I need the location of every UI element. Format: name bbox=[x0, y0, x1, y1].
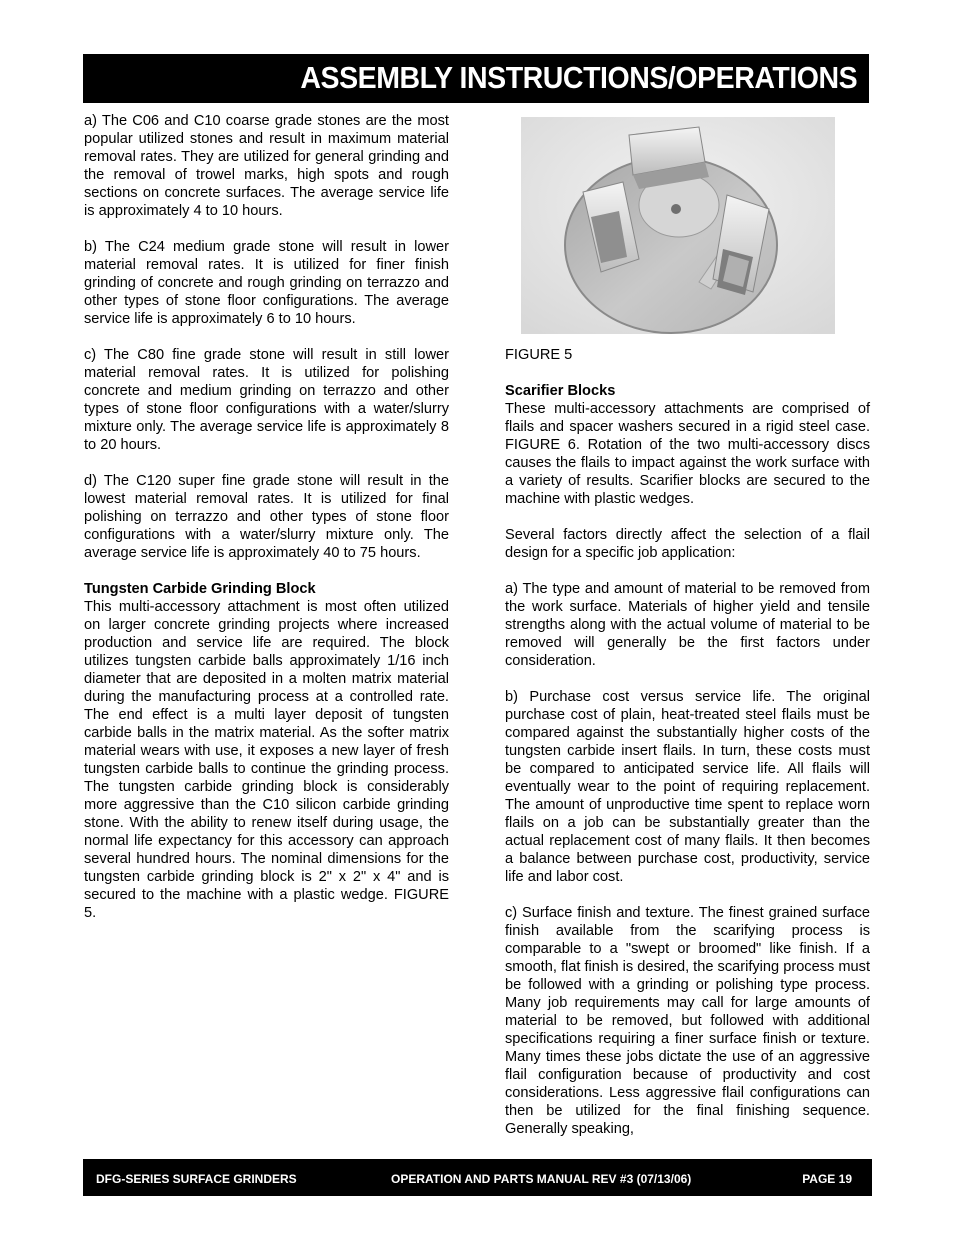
factor-b-paragraph: b) Purchase cost versus service life. The original purchase cost of plain, heat-treated steel flails must be compared against the substantially higher costs of the tungsten carbide insert flails. In turn, these costs must be compared to anticipated service life. All flails will eventually wear to the point of requiring replacement. The amount of unproductive time spent to replace worn flails on a job can be substantially greater than the actual replacement cost of many flails. It then becomes a balance between purchase cost, productivity, service life and labor cost. bbox=[505, 689, 870, 885]
tungsten-heading: Tungsten Carbide Grinding Block bbox=[84, 581, 316, 597]
scarifier-paragraph: These multi-accessory attachments are comprised of flails and spacer washers secured in a rigid steel case. FIGURE 6. Rotation of the two multi-accessory discs causes the flails to impact against the work surface with a variety of results. Scarifier blocks are secured to the machine with plastic wedges. bbox=[505, 401, 870, 507]
footer-bar bbox=[83, 1159, 872, 1196]
footer-manual-revision: OPERATION AND PARTS MANUAL REV #3 (07/13/06) bbox=[391, 1172, 692, 1186]
factor-c-paragraph: c) Surface finish and texture. The finest grained surface finish available from the scarifying process is comparable to a "swept or broomed" like finish. If a smooth, flat finish is desired, the scarifying process must be followed with a grinding or polishing type process. Many job requirements may call for large amounts of material to be removed, but followed with additional specifications requiring a finer surface finish or texture. Many times these jobs dictate the use of an aggressive flail configuration because of productivity and cost considerations. Less aggressive flail configurations can then be utilized for the final finishing sequence. Generally speaking, bbox=[505, 905, 870, 1137]
right-column bbox=[505, 346, 870, 1156]
footer-product-name: DFG-SERIES SURFACE GRINDERS bbox=[96, 1172, 297, 1186]
left-column bbox=[84, 112, 449, 940]
figure-5-photo bbox=[521, 117, 835, 334]
scarifier-heading: Scarifier Blocks bbox=[505, 383, 616, 399]
factors-intro-paragraph: Several factors directly affect the selection of a flail design for a specific job application: bbox=[505, 527, 870, 561]
header-bar bbox=[83, 54, 869, 103]
footer-page-number: PAGE 19 bbox=[802, 1172, 852, 1186]
tungsten-paragraph: This multi-accessory attachment is most often utilized on larger concrete grinding projects where increased production and service life are required. The block utilizes tungsten carbide balls approximately 1/16 inch diameter that are deposited in a molten matrix material during the manufacturing process at a controlled rate. The end effect is a multi layer deposit of tungsten carbide balls in the matrix material. As the softer matrix material wears with use, it exposes a new layer of fresh tungsten carbide balls to continue the grinding process. The tungsten carbide grinding block is considerably more aggressive than the C10 silicon carbide grinding stone. With the ability to renew itself during usage, the normal life expectancy for this accessory can approach several hundred hours. The nominal dimensions for the tungsten carbide grinding block is 2" x 2" x 4" and is secured to the machine with a plastic wedge. FIGURE 5. bbox=[84, 599, 449, 921]
factor-a-paragraph: a) The type and amount of material to be removed from the work surface. Materials of higher yield and tensile strengths along with the actual volume of material to be removed will generally be the first factors under consideration. bbox=[505, 581, 870, 669]
stone-c24-paragraph: b) The C24 medium grade stone will result in lower material removal rates. It is utilized for finer finish grinding of concrete and rough grinding on terrazzo and other types of stone floor configurations. The average service life is approximately 6 to 10 hours. bbox=[84, 239, 449, 327]
page-title: ASSEMBLY INSTRUCTIONS/OPERATIONS bbox=[300, 60, 857, 95]
stone-c80-paragraph: c) The C80 fine grade stone will result in still lower material removal rates. It is utilized for polishing concrete and medium grinding on terrazzo and other types of stone floor configurations with a water/slurry mixture only. The average service life is approximately 8 to 20 hours. bbox=[84, 347, 449, 453]
grinding-disc-illustration bbox=[521, 117, 835, 334]
stone-c06-c10-paragraph: a) The C06 and C10 coarse grade stones are the most popular utilized stones and result in maximum material removal rates. They are utilized for general grinding and the removal of trowel marks, high spots and rough sections on concrete surfaces. The average service life is approximately 4 to 10 hours. bbox=[84, 113, 449, 219]
stone-c120-paragraph: d) The C120 super fine grade stone will result in the lowest material removal rates. It is utilized for final polishing on terrazzo and other types of stone floor configurations with a water/slurry mixture only. The average service life is approximately 40 to 75 hours. bbox=[84, 473, 449, 561]
figure-caption: FIGURE 5 bbox=[505, 347, 573, 363]
